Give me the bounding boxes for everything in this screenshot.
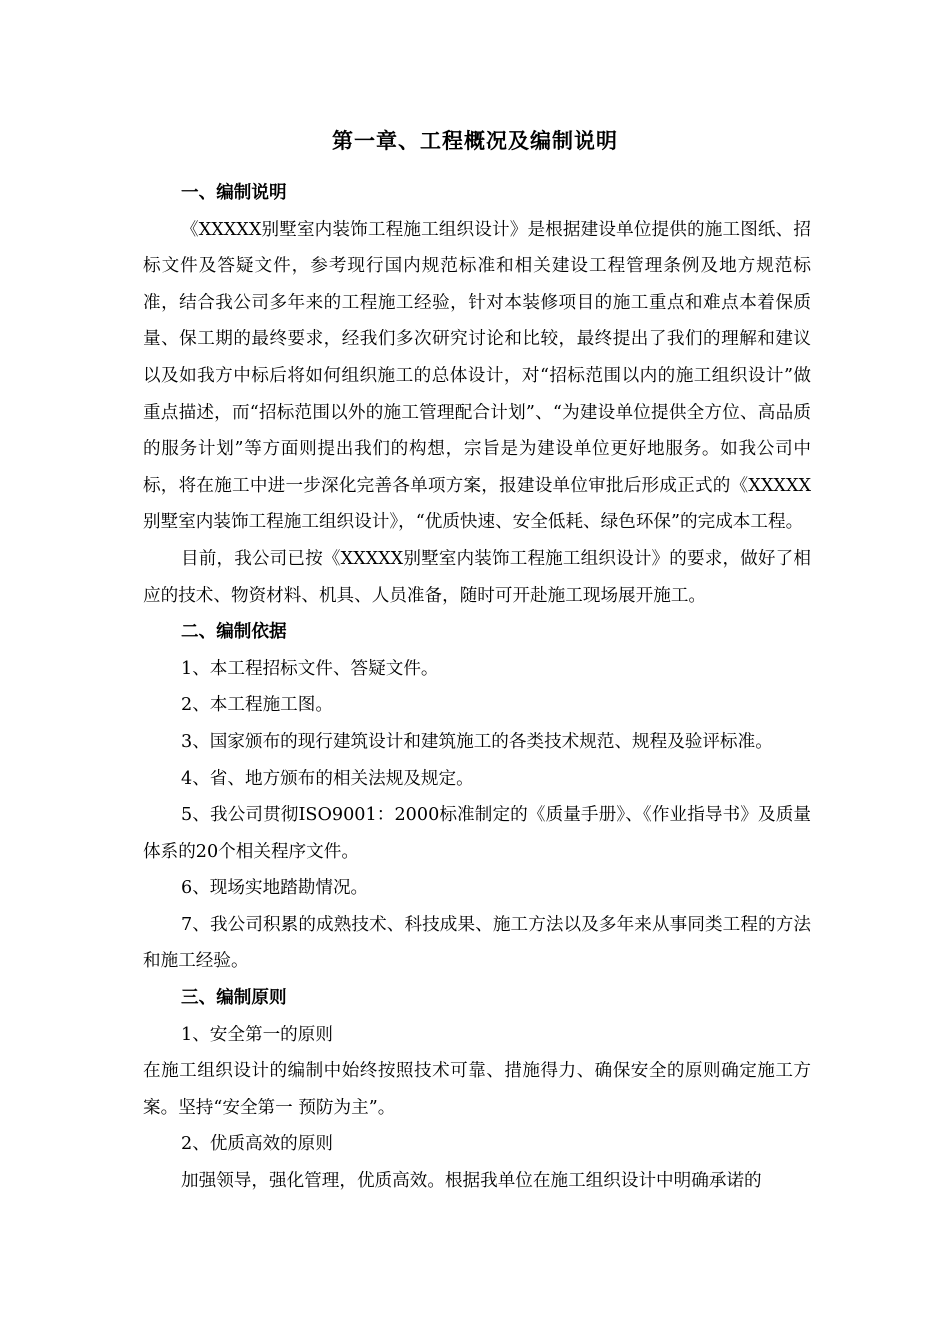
principle-title: 2、优质高效的原则 <box>181 1134 333 1155</box>
list-item: 7、我公司积累的成熟技术、科技成果、施工方法以及多年来从事同类工程的方法和施工经验。 <box>143 914 811 972</box>
document-title: 第一章、工程概况及编制说明 <box>332 129 618 153</box>
list-item: 4、省、地方颁布的相关法规及规定。 <box>181 768 474 789</box>
principle-text: 在施工组织设计的编制中始终按照技术可靠、措施得力、确保安全的原则确定施工方案。坚持“安全第一 预防为主”。 <box>143 1061 811 1118</box>
principle-title: 1、安全第一的原则 <box>181 1024 333 1045</box>
list-item: 6、现场实地踏勘情况。 <box>181 878 369 899</box>
list-item: 1、本工程招标文件、答疑文件。 <box>181 658 439 679</box>
list-item: 5、我公司贯彻ISO9001：2000标准制定的《质量手册》、《作业指导书》及质量体系的20个相关程序文件。 <box>143 805 811 862</box>
paragraph: 目前，我公司已按《XXXXX别墅室内装饰工程施工组织设计》的要求，做好了相应的技术、物资材料、机具、人员准备，随时可开赴施工现场展开施工。 <box>143 548 811 606</box>
principle-text: 加强领导，强化管理，优质高效。根据我单位在施工组织设计中明确承诺的 <box>181 1171 762 1192</box>
section-heading: 三、编制原则 <box>181 988 287 1009</box>
section-heading: 二、编制依据 <box>181 622 287 643</box>
list-item: 3、国家颁布的现行建筑设计和建筑施工的各类技术规范、规程及验评标准。 <box>181 731 773 752</box>
section-heading: 一、编制说明 <box>181 183 287 203</box>
document-body <box>143 175 811 1200</box>
paragraph: 《XXXXX别墅室内装饰工程施工组织设计》是根据建设单位提供的施工图纸、招标文件及答疑文件，参考现行国内规范标准和相关建设工程管理条例及地方规范标准，结合我公司多年来的工程施工经验，针对本装修项目的施工重点和难点本着保质量、保工期的最终要求，经我们多次研究讨论和比较，最终提出了我们的理解和建议以及如我方中标后将如何组织施工的总体设计，对“招标范围以内的施工组织设计”做重点描述，而“招标范围以外的施工管理配合计划”、“为建设单位提供全方位、高品质的服务计划”等方面则提出我们的构想，宗旨是为建设单位更好地服务。如我公司中标，将在施工中进一步深化完善各单项方案，报建设单位审批后形成正式的《XXXXX别墅室内装饰工程施工组织设计》，“优质快速、安全低耗、绿色环保”的完成本工程。 <box>143 219 811 533</box>
list-item: 2、本工程施工图。 <box>181 695 333 716</box>
